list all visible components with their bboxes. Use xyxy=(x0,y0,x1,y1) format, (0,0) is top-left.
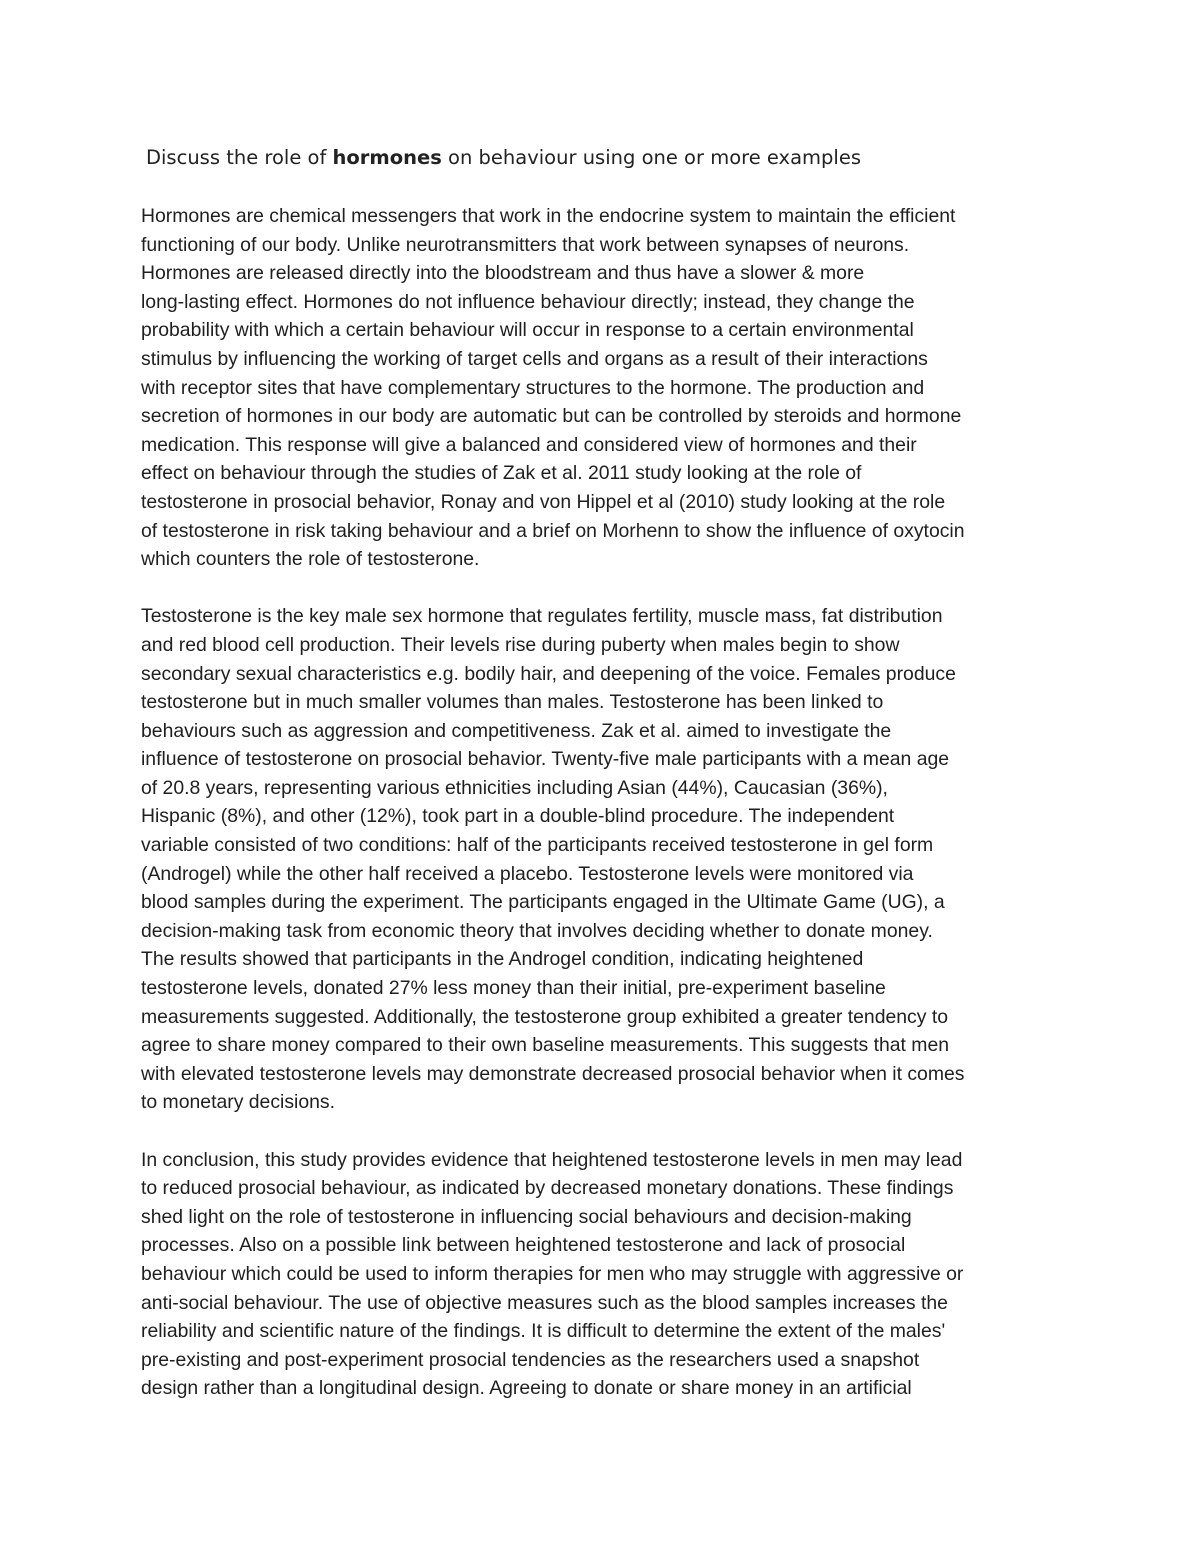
text-line: which counters the role of testosterone. xyxy=(141,548,480,571)
text-line: testosterone in prosocial behavior, Ronay and von Hippel et al (2010) study looking at the role xyxy=(141,490,946,513)
text-line: measurements suggested. Additionally, the testosterone group exhibited a greater tendency to xyxy=(141,1005,949,1028)
text-line: with receptor sites that have complementary structures to the hormone. The production and xyxy=(141,376,925,399)
text-line: Hispanic (8%), and other (12%), took part in a double-blind procedure. The independent xyxy=(141,805,895,828)
text-line: processes. Also on a possible link between heightened testosterone and lack of prosocial xyxy=(141,1234,906,1257)
text-line: Hormones are released directly into the bloodstream and thus have a slower & more xyxy=(141,262,865,285)
text-line: and red blood cell production. Their levels rise during puberty when males begin to show xyxy=(141,633,900,656)
title-suffix: on behaviour using one or more examples xyxy=(441,146,861,169)
text-line: secretion of hormones in our body are automatic but can be controlled by steroids and hormone xyxy=(141,405,962,428)
document-body xyxy=(141,202,1086,1432)
text-line: anti-social behaviour. The use of objective measures such as the blood samples increases the xyxy=(141,1291,948,1314)
text-line: behaviour which could be used to inform therapies for men who may struggle with aggressive or xyxy=(141,1262,964,1285)
text-line: variable consisted of two conditions: half of the participants received testosterone in gel form xyxy=(141,834,934,857)
text-line: influence of testosterone on prosocial behavior. Twenty-five male participants with a mean age xyxy=(141,748,950,771)
text-line: decision-making task from economic theory that involves deciding whether to donate money. xyxy=(141,919,933,942)
text-line: testosterone levels, donated 27% less money than their initial, pre-experiment baseline xyxy=(141,977,886,1000)
title-prefix: Discuss the role of xyxy=(146,146,333,169)
text-line: secondary sexual characteristics e.g. bodily hair, and deepening of the voice. Females produce xyxy=(141,662,956,685)
text-line: The results showed that participants in the Androgel condition, indicating heightened xyxy=(141,948,864,971)
text-line: stimulus by influencing the working of target cells and organs as a result of their interactions xyxy=(141,347,928,370)
text-line: medication. This response will give a balanced and considered view of hormones and their xyxy=(141,433,917,456)
title-emphasis: hormones xyxy=(332,146,442,169)
text-line: behaviours such as aggression and competitiveness. Zak et al. aimed to investigate the xyxy=(141,719,892,742)
text-line: functioning of our body. Unlike neurotransmitters that work between synapses of neurons. xyxy=(141,233,910,256)
text-line: of 20.8 years, representing various ethnicities including Asian (44%), Caucasian (36%), xyxy=(141,776,888,799)
text-line: Hormones are chemical messengers that work in the endocrine system to maintain the efficient xyxy=(141,205,956,227)
text-line: Testosterone is the key male sex hormone that regulates fertility, muscle mass, fat distribution xyxy=(141,605,943,628)
text-line: blood samples during the experiment. The participants engaged in the Ultimate Game (UG), a xyxy=(141,891,945,914)
text-line: shed light on the role of testosterone in influencing social behaviours and decision-making xyxy=(141,1205,912,1228)
text-line: reliability and scientific nature of the findings. It is difficult to determine the extent of the males' xyxy=(141,1320,946,1343)
document-title xyxy=(146,143,1086,173)
paragraph-testosterone-study xyxy=(141,602,1086,1117)
text-line: effect on behaviour through the studies of Zak et al. 2011 study looking at the role of xyxy=(141,462,862,485)
text-line: design rather than a longitudinal design. Agreeing to donate or share money in an artificial xyxy=(141,1377,912,1400)
text-line: long-lasting effect. Hormones do not influence behaviour directly; instead, they change the xyxy=(141,290,915,313)
text-line: probability with which a certain behaviour will occur in response to a certain environmental xyxy=(141,319,914,342)
text-line: of testosterone in risk taking behaviour and a brief on Morhenn to show the influence of oxytocin xyxy=(141,519,965,542)
text-line: testosterone but in much smaller volumes than males. Testosterone has been linked to xyxy=(141,691,884,714)
text-line: agree to share money compared to their own baseline measurements. This suggests that men xyxy=(141,1034,950,1057)
paragraph-introduction xyxy=(141,202,1086,574)
text-line: to reduced prosocial behaviour, as indicated by decreased monetary donations. These findings xyxy=(141,1177,954,1200)
text-line: In conclusion, this study provides evidence that heightened testosterone levels in men may lead xyxy=(141,1148,963,1171)
text-line: with elevated testosterone levels may demonstrate decreased prosocial behavior when it comes xyxy=(141,1062,965,1085)
paragraph-conclusion xyxy=(141,1146,1086,1403)
text-line: (Androgel) while the other half received a placebo. Testosterone levels were monitored via xyxy=(141,862,914,885)
text-line: pre-existing and post-experiment prosocial tendencies as the researchers used a snapshot xyxy=(141,1348,920,1371)
text-line: to monetary decisions. xyxy=(141,1091,336,1114)
